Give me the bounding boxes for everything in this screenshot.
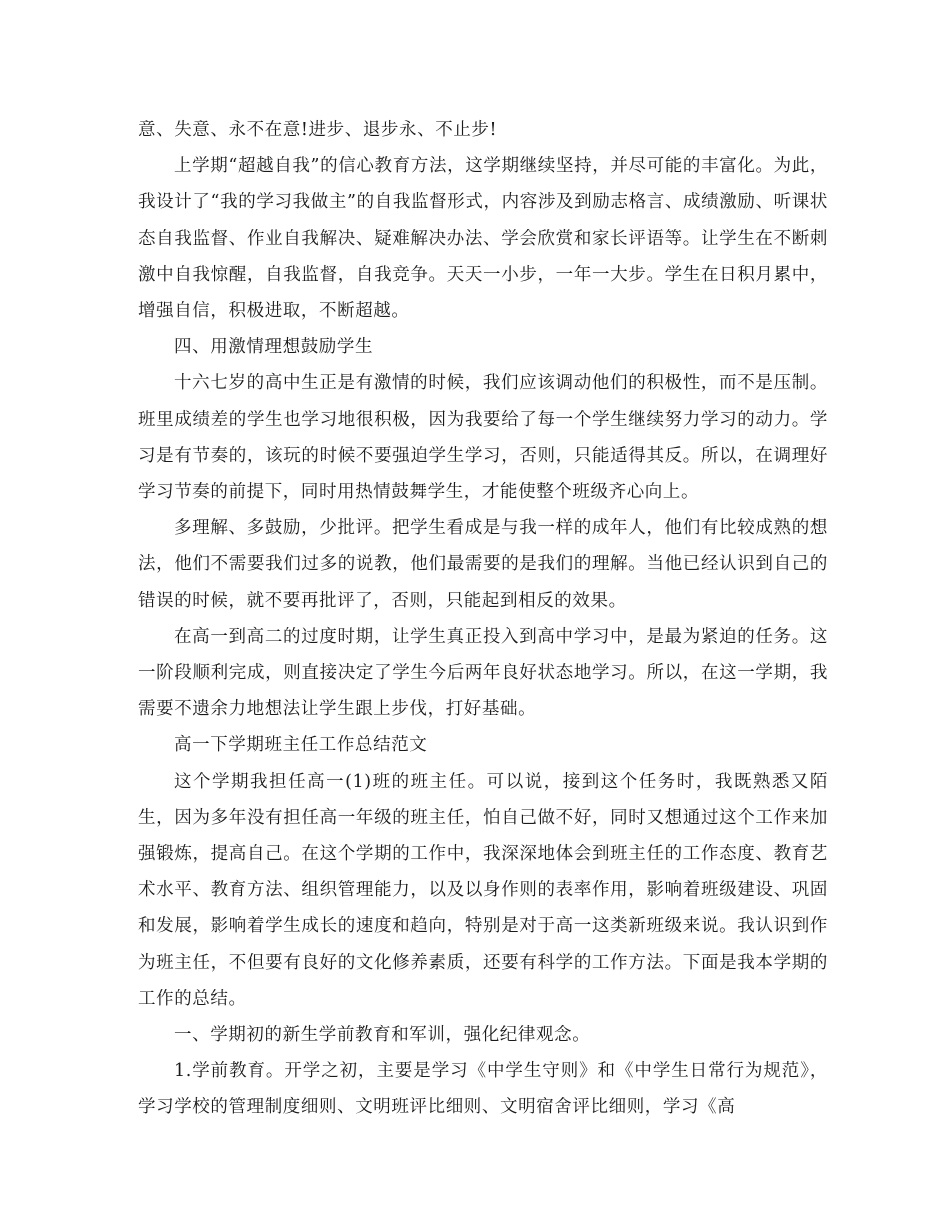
document-title: 高一下学期班主任工作总结范文	[174, 735, 428, 756]
paragraph: 上学期“超越自我”的信心教育方法，这学期继续坚持，并尽可能的丰富化。为此，我设计了“我的学习我做主”的自我监督形式，内容涉及到励志格言、成绩激励、听课状态自我监督、作业自我解决、疑难解决办法、学会欣赏和家长评语等。让学生在不断刺激中自我惊醒，自我监督，自我竞争。天天一小步，一年一大步。学生在日积月累中，增强自信，积极进取，不断超越。	[138, 156, 828, 322]
paragraph: 十六七岁的高中生正是有激情的时候，我们应该调动他们的积极性，而不是压制。班里成绩差的学生也学习地很积极，因为我要给了每一个学生继续努力学习的动力。学习是有节奏的，该玩的时候不要强迫学生学习，否则，只能适得其反。所以，在调理好学习节奏的前提下，同时用热情鼓舞学生，才能使整个班级齐心向上。	[138, 373, 828, 503]
paragraph: 在高一到高二的过度时期，让学生真正投入到高中学习中，是最为紧迫的任务。这一阶段顺利完成，则直接决定了学生今后两年良好状态地学习。所以，在这一学期，我需要不遗余力地想法让学生跟上步伐，打好基础。	[138, 626, 828, 720]
section-heading: 一、学期初的新生学前教育和军训，强化纪律观念。	[174, 1025, 591, 1046]
document-body	[138, 112, 828, 1126]
paragraph: 这个学期我担任高一(1)班的班主任。可以说，接到这个任务时，我既熟悉又陌生，因为多年没有担任高一年级的班主任，怕自己做不好，同时又想通过这个工作来加强锻炼，提高自己。在这个学期的工作中，我深深地体会到班主任的工作态度、教育艺术水平、教育方法、组织管理能力，以及以身作则的表率作用，影响着班级建设、巩固和发展，影响着学生成长的速度和趋向，特别是对于高一这类新班级来说。我认识到作为班主任，不但要有良好的文化修养素质，还要有科学的工作方法。下面是我本学期的工作的总结。	[138, 771, 828, 1009]
paragraph-continuation: 意、失意、永不在意!进步、退步永、不止步!	[138, 120, 498, 140]
section-heading: 四、用激情理想鼓励学生	[174, 337, 374, 358]
paragraph: 多理解、多鼓励，少批评。把学生看成是与我一样的成年人，他们有比较成熟的想法，他们不需要我们过多的说教，他们最需要的是我们的理解。当他已经认识到自己的错误的时候，就不要再批评了，否则，只能起到相反的效果。	[138, 518, 828, 611]
paragraph: 1.学前教育。开学之初，主要是学习《中学生守则》和《中学生日常行为规范》，学习学校的管理制度细则、文明班评比细则、文明宿舍评比细则，学习《高	[138, 1061, 828, 1118]
